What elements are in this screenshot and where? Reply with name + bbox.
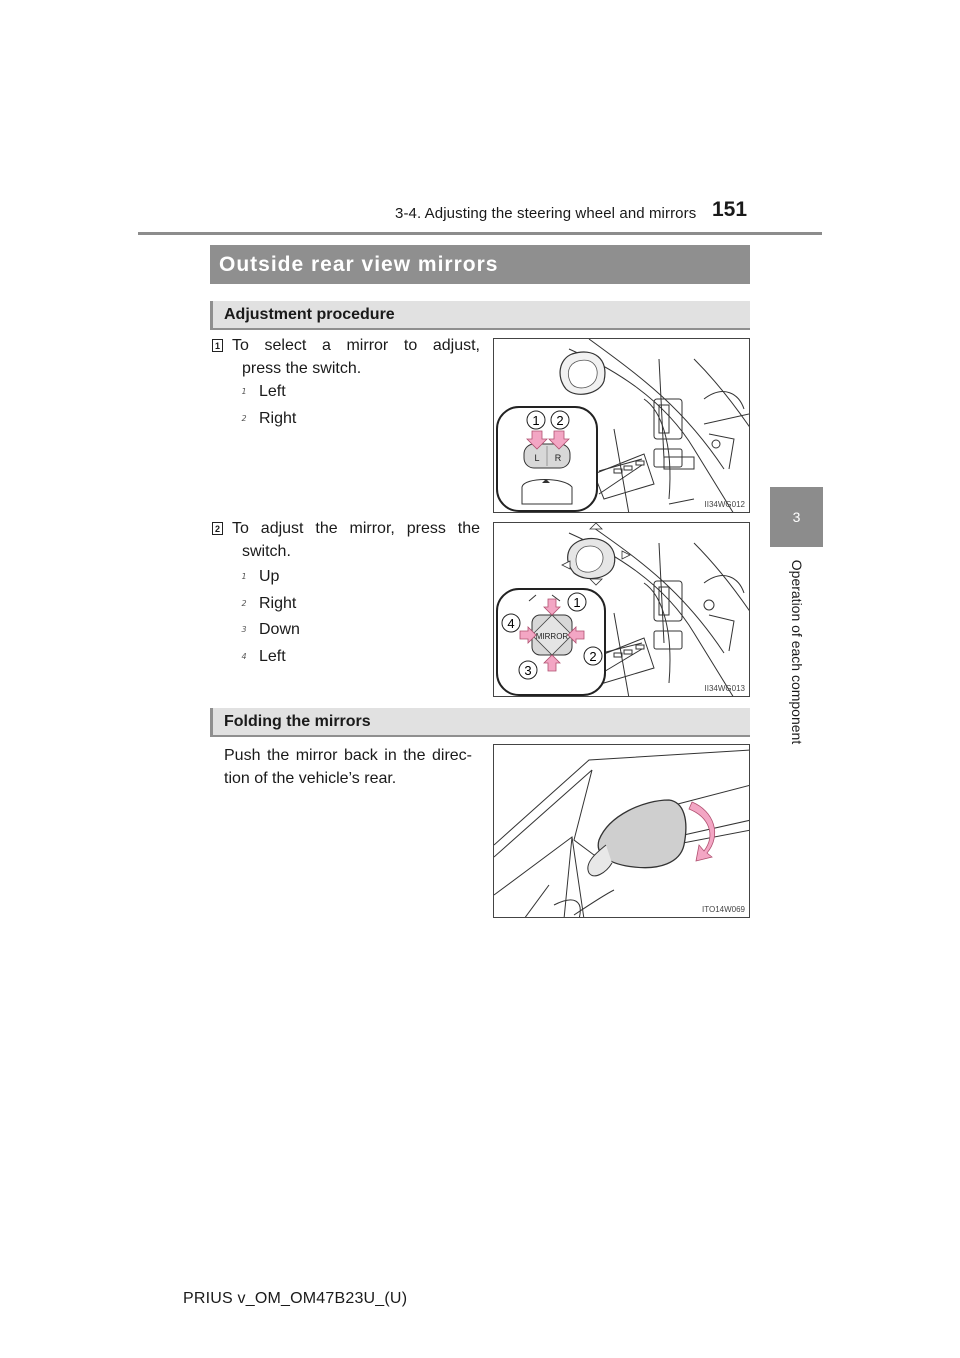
list-item	[238, 568, 279, 586]
folding-heading: Folding the mirrors	[210, 708, 750, 737]
item-label: Up	[259, 568, 280, 585]
chapter-tab	[770, 547, 823, 757]
step-2-line2: switch.	[242, 543, 291, 560]
chapter-tab-number: 3	[770, 487, 823, 547]
fold-arrow-icon	[689, 802, 715, 861]
list-item	[238, 621, 300, 639]
list-item	[238, 648, 286, 666]
callout-2: 2	[556, 413, 564, 428]
step-2-line1: To adjust the mirror, press the	[232, 520, 480, 537]
figure-code: II34WG013	[704, 684, 745, 693]
callout-1: 1	[532, 413, 540, 428]
callout-2: 2	[589, 649, 597, 664]
step-1-line1: To select a mirror to adjust,	[232, 337, 480, 354]
figure-code: II34WG012	[704, 500, 745, 509]
header-divider	[138, 232, 822, 235]
item-number: 4	[241, 652, 247, 661]
folding-line1: Push the mirror back in the direc-	[224, 747, 472, 764]
step-1-text	[232, 334, 480, 380]
document-footer: PRIUS v_OM_OM47B23U_(U)	[183, 1290, 408, 1307]
step-marker-1: 1	[212, 339, 223, 352]
list-item	[238, 595, 296, 613]
figure-code: ITO14W069	[702, 905, 745, 914]
mirror-fold-illustration	[494, 745, 750, 918]
step-2-text	[232, 517, 480, 563]
item-number: 1	[241, 387, 247, 396]
item-label: Right	[259, 410, 297, 427]
mirror-select-figure	[493, 338, 750, 513]
callout-4: 4	[507, 616, 515, 631]
page-title: Outside rear view mirrors	[210, 245, 750, 284]
callout-1: 1	[573, 595, 581, 610]
switch-label-mirror: MIRROR	[535, 632, 569, 641]
switch-label-l: L	[534, 453, 540, 463]
item-label: Down	[259, 621, 300, 638]
item-number: 3	[241, 625, 247, 634]
folding-line2: tion of the vehicle’s rear.	[224, 770, 397, 787]
item-number: 2	[241, 599, 247, 608]
mirror-select-illustration	[494, 339, 750, 513]
list-item	[238, 410, 296, 428]
list-item	[238, 383, 286, 401]
step-1-line2: press the switch.	[242, 360, 362, 377]
item-label: Left	[259, 648, 286, 665]
item-number: 1	[241, 572, 247, 581]
folding-text	[224, 744, 472, 790]
page-number: 151	[712, 198, 748, 221]
step-marker-2: 2	[212, 522, 223, 535]
item-label: Left	[259, 383, 286, 400]
adjustment-heading: Adjustment procedure	[210, 301, 750, 330]
switch-label-r: R	[554, 453, 562, 463]
section-header: 3-4. Adjusting the steering wheel and mirrors	[395, 205, 697, 222]
mirror-adjust-figure	[493, 522, 750, 697]
item-label: Right	[259, 595, 297, 612]
mirror-fold-figure	[493, 744, 750, 918]
chapter-tab-label: Operation of each component	[788, 559, 805, 745]
callout-3: 3	[524, 663, 532, 678]
item-number: 2	[241, 414, 247, 423]
mirror-adjust-illustration	[494, 523, 750, 697]
